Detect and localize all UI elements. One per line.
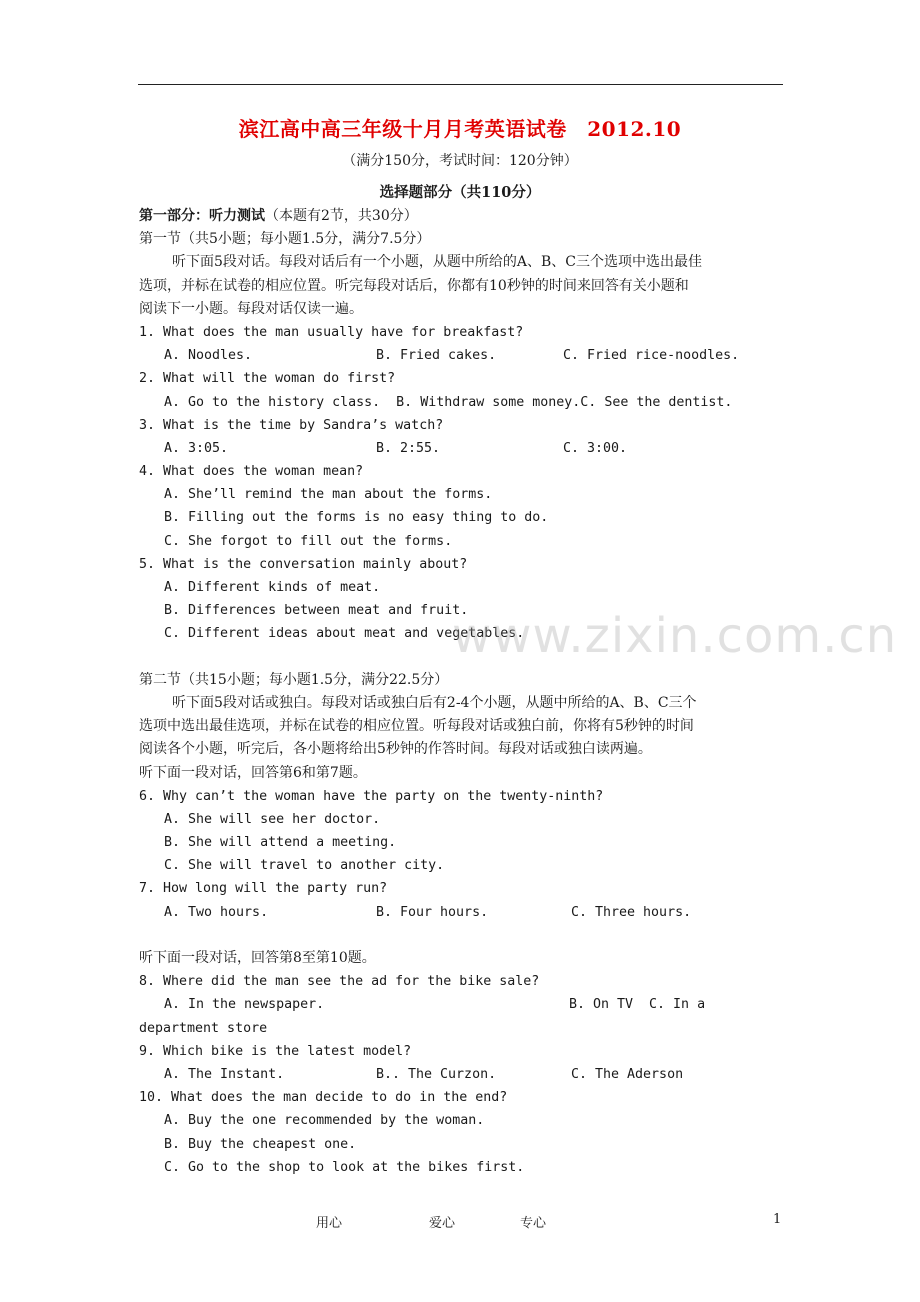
dialogue-group-heading: 听下面一段对话，回答第8至第10题。	[139, 950, 376, 966]
option-c: C. Fried rice-noodles.	[563, 348, 740, 364]
option-c-continued: department store	[139, 1020, 268, 1036]
option-c	[649, 993, 783, 1016]
option-c: C. She forgot to fill out the forms.	[164, 533, 453, 549]
option-a: A. Noodles.	[164, 348, 253, 364]
dialogue-group-heading: 听下面一段对话，回答第6和第7题。	[139, 764, 367, 781]
option-b: B. Four hours.	[376, 904, 489, 920]
option-c: C. Different ideas about meat and vegetables.	[164, 626, 525, 642]
option-c-word: In	[673, 997, 690, 1013]
part1-heading-bold: 第一部分：听力测试	[139, 208, 265, 224]
section2-heading: 第二节（共15小题；每小题1.5分，满分22.5分）	[139, 671, 449, 688]
exam-body	[139, 205, 783, 1179]
question-3: 3. What is the time by Sandra’s watch?	[139, 417, 444, 433]
option-c: C. Go to the shop to look at the bikes first.	[164, 1159, 525, 1175]
option-b: B. Buy the cheapest one.	[164, 1136, 357, 1152]
option-b: B. Fried cakes.	[376, 348, 497, 364]
option-c: C. See the dentist.	[580, 394, 733, 410]
footer-word: 爱心	[429, 1216, 456, 1231]
question-7-options	[139, 901, 783, 924]
question-1-options	[139, 344, 783, 367]
option-a: A. Two hours.	[164, 904, 269, 920]
option-a: A. The Instant.	[164, 1066, 285, 1082]
question-2-options	[139, 391, 783, 414]
question-9-options	[139, 1063, 783, 1086]
section2-instruction-line: 听下面5段对话或独白。每段对话或独白后有2-4个小题，从题中所给的A、B、C三个	[172, 694, 697, 711]
section-heading: 选择题部分（共110分）	[379, 184, 541, 201]
option-a: A. Buy the one recommended by the woman.	[164, 1113, 485, 1129]
section1-instruction-line: 阅读下一小题。每段对话仅读一遍。	[139, 300, 363, 317]
part1-heading	[139, 205, 783, 228]
option-c: C. Three hours.	[571, 904, 692, 920]
option-a: A. 3:05.	[164, 440, 229, 456]
question-2: 2. What will the woman do first?	[139, 371, 396, 387]
question-4: 4. What does the woman mean?	[139, 464, 364, 480]
section1-heading: 第一节（共5小题；每小题1.5分，满分7.5分）	[139, 231, 431, 248]
question-10: 10. What does the man decide to do in the end?	[139, 1090, 508, 1106]
footer-word: 专心	[520, 1216, 547, 1231]
option-c-word: a	[697, 997, 706, 1013]
option-c: C. 3:00.	[563, 440, 628, 456]
option-a: A. She’ll remind the man about the forms.	[164, 487, 493, 503]
question-8-options	[139, 993, 783, 1016]
option-b: B. 2:55.	[376, 440, 441, 456]
option-b: B. On TV	[569, 997, 634, 1013]
header-rule	[138, 84, 783, 85]
watermark: www.zixin.com.cn	[452, 608, 898, 664]
option-a: A. She will see her doctor.	[164, 811, 381, 827]
option-a: A. Different kinds of meat.	[164, 580, 381, 595]
option-c: C. The Aderson	[571, 1066, 684, 1082]
section2-instruction-line: 阅读各个小题，听完后，各小题将给出5秒钟的作答时间。每段对话或独白读两遍。	[139, 741, 652, 758]
exam-title: 滨江高中高三年级十月月考英语试卷 2012.10	[238, 117, 682, 141]
option-c: C. She will travel to another city.	[164, 858, 445, 874]
section1-instruction-line: 听下面5段对话。每段对话后有一个小题，从题中所给的A、B、C三个选项中选出最佳	[172, 254, 703, 271]
question-1: 1. What does the man usually have for breakfast?	[139, 324, 524, 340]
option-a: A. In the newspaper.	[164, 997, 325, 1013]
section1-instruction-line: 选项，并标在试卷的相应位置。听完每段对话后，你都有10秒钟的时间来回答有关小题和	[139, 277, 689, 294]
spacer	[139, 924, 783, 947]
question-9: 9. Which bike is the latest model?	[139, 1043, 412, 1059]
question-8: 8. Where did the man see the ad for the bike sale?	[139, 974, 540, 990]
exam-subtitle: （满分150分，考试时间：120分钟）	[342, 153, 578, 169]
option-b: B. She will attend a meeting.	[164, 835, 397, 851]
footer-word: 用心	[316, 1216, 343, 1231]
question-7: 7. How long will the party run?	[139, 881, 388, 897]
question-5: 5. What is the conversation mainly about?	[139, 556, 468, 572]
question-6: 6. Why can’t the woman have the party on the twenty-ninth?	[139, 788, 604, 804]
option-b: B.. The Curzon.	[376, 1066, 497, 1082]
part1-heading-rest: （本题有2节，共30分）	[265, 208, 418, 224]
option-c-word: C.	[649, 997, 666, 1013]
section2-instruction-line: 选项中选出最佳选项，并标在试卷的相应位置。听每段对话或独白前，你将有5秒钟的时间	[139, 718, 694, 735]
page-number: 1	[773, 1212, 782, 1227]
option-b: B. Differences between meat and fruit.	[164, 603, 469, 619]
option-a: A. Go to the history class.	[164, 394, 381, 410]
option-b: B. Withdraw some money.	[396, 394, 581, 410]
option-b: B. Filling out the forms is no easy thing to do.	[164, 510, 549, 526]
question-3-options	[139, 437, 783, 460]
